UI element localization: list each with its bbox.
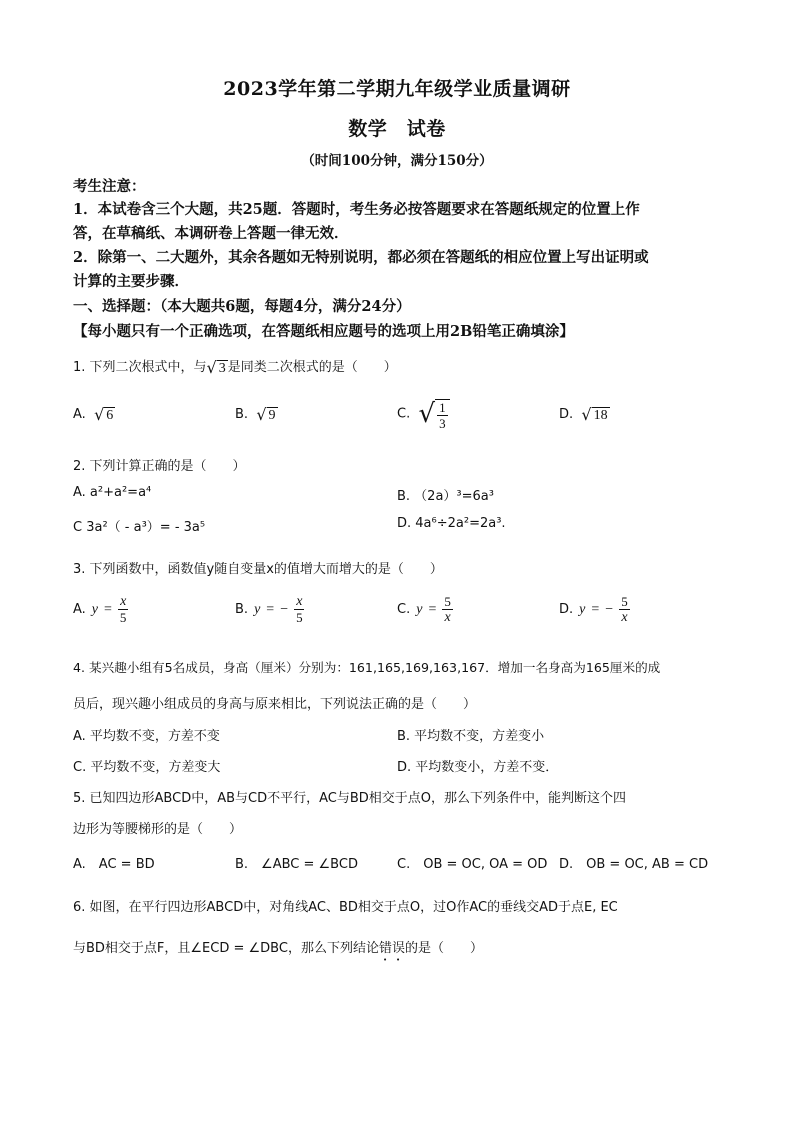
q1-stem: 1. 下列二次根式中，与 √ 3 是同类二次根式的是（ ） (73, 358, 397, 377)
q6-line2: 与BD相交于点F，且∠ECD = ∠DBC，那么下列结论错误的是（ ） (73, 941, 483, 956)
q3-option-b: B. y = − $\frac{x}{5}$ (235, 594, 303, 625)
q4-line1: 4. 某兴趣小组有5名成员，身高（厘米）分别为：161,165,169,163,167．增加一名身高为165厘米的成 (73, 660, 661, 675)
q2-option-b: B. （2a）³=6a³ (397, 489, 494, 504)
q1-option-a: A. √ 6 (73, 405, 114, 424)
q5-option-d: D. OB = OC, AB = CD (559, 857, 709, 872)
exam-subject: 数学 试卷 (348, 118, 446, 140)
exam-time-note: （时间100分钟，满分150分） (301, 153, 493, 169)
q4-line2: 员后，现兴趣小组成员的身高与原来相比，下列说法正确的是（ ） (73, 697, 477, 712)
q1-stem-radical: √ 3 (206, 358, 226, 377)
notice-item2-line1: 2．除第一、二大题外，其余各题如无特别说明，都必须在答题纸的相应位置上写出证明或 (73, 249, 649, 266)
q4-option-a: A. 平均数不变，方差不变 (73, 729, 220, 744)
q5-line1: 5. 已知四边形ABCD中，AB与CD不平行，AC与BD相交于点O，那么下列条件中，能判断这个四 (73, 791, 627, 806)
section1-heading: 一、选择题：（本大题共6题，每题4分，满分24分） (73, 298, 411, 315)
q3-option-d: D. y = − $\frac{5}{x}$ (559, 594, 628, 625)
q3-stem: 3. 下列函数中，函数值y随自变量x的值增大而增大的是（ ） (73, 562, 443, 577)
q3-option-a: A. y = $\frac{x}{5}$ (73, 594, 127, 625)
q5-option-b: B. ∠ABC = ∠BCD (235, 857, 358, 872)
q4-option-c: C. 平均数不变，方差变大 (73, 760, 221, 775)
q2-option-c: C 3a²（ - a³）= - 3a⁵ (73, 520, 206, 535)
notice-item1-line1: 1．本试卷含三个大题，共25题．答题时，考生务必按答题要求在答题纸规定的位置上作 (73, 201, 640, 218)
notice-item2-line2: 计算的主要步骤． (73, 273, 189, 290)
notice-item1-line2: 答，在草稿纸、本调研卷上答题一律无效． (73, 225, 349, 242)
q5-option-a: A. AC = BD (73, 857, 155, 872)
q1-option-d: D. √ 18 (559, 405, 608, 424)
q5-line2: 边形为等腰梯形的是（ ） (73, 822, 243, 837)
q2-stem: 2. 下列计算正确的是（ ） (73, 459, 246, 474)
notice-heading: 考生注意： (73, 178, 146, 195)
section1-instruction: 【每小题只有一个正确选项，在答题纸相应题号的选项上用2B铅笔正确填涂】 (73, 323, 574, 340)
q5-option-c: C. OB = OC, OA = OD (397, 857, 548, 872)
exam-title: 2023学年第二学期九年级学业质量调研 (223, 78, 571, 100)
q6-emphasis: 错误 (378, 941, 405, 956)
q2-option-a: A. a²+a²=a⁴ (73, 485, 152, 500)
q4-option-d: D. 平均数变小，方差不变． (397, 760, 559, 775)
q1-option-b: B. √ 9 (235, 405, 276, 424)
q3-option-c: C. y = $\frac{5}{x}$ (397, 594, 451, 625)
q1-option-c: C. √ $\frac{1}{3}$ (397, 397, 450, 431)
q2-option-d: D. 4a⁶÷2a²=2a³. (397, 516, 506, 531)
q4-option-b: B. 平均数不变，方差变小 (397, 729, 545, 744)
q6-line1: 6. 如图，在平行四边形ABCD中，对角线AC、BD相交于点O，过O作AC的垂线交AD于点E, EC (73, 900, 618, 915)
